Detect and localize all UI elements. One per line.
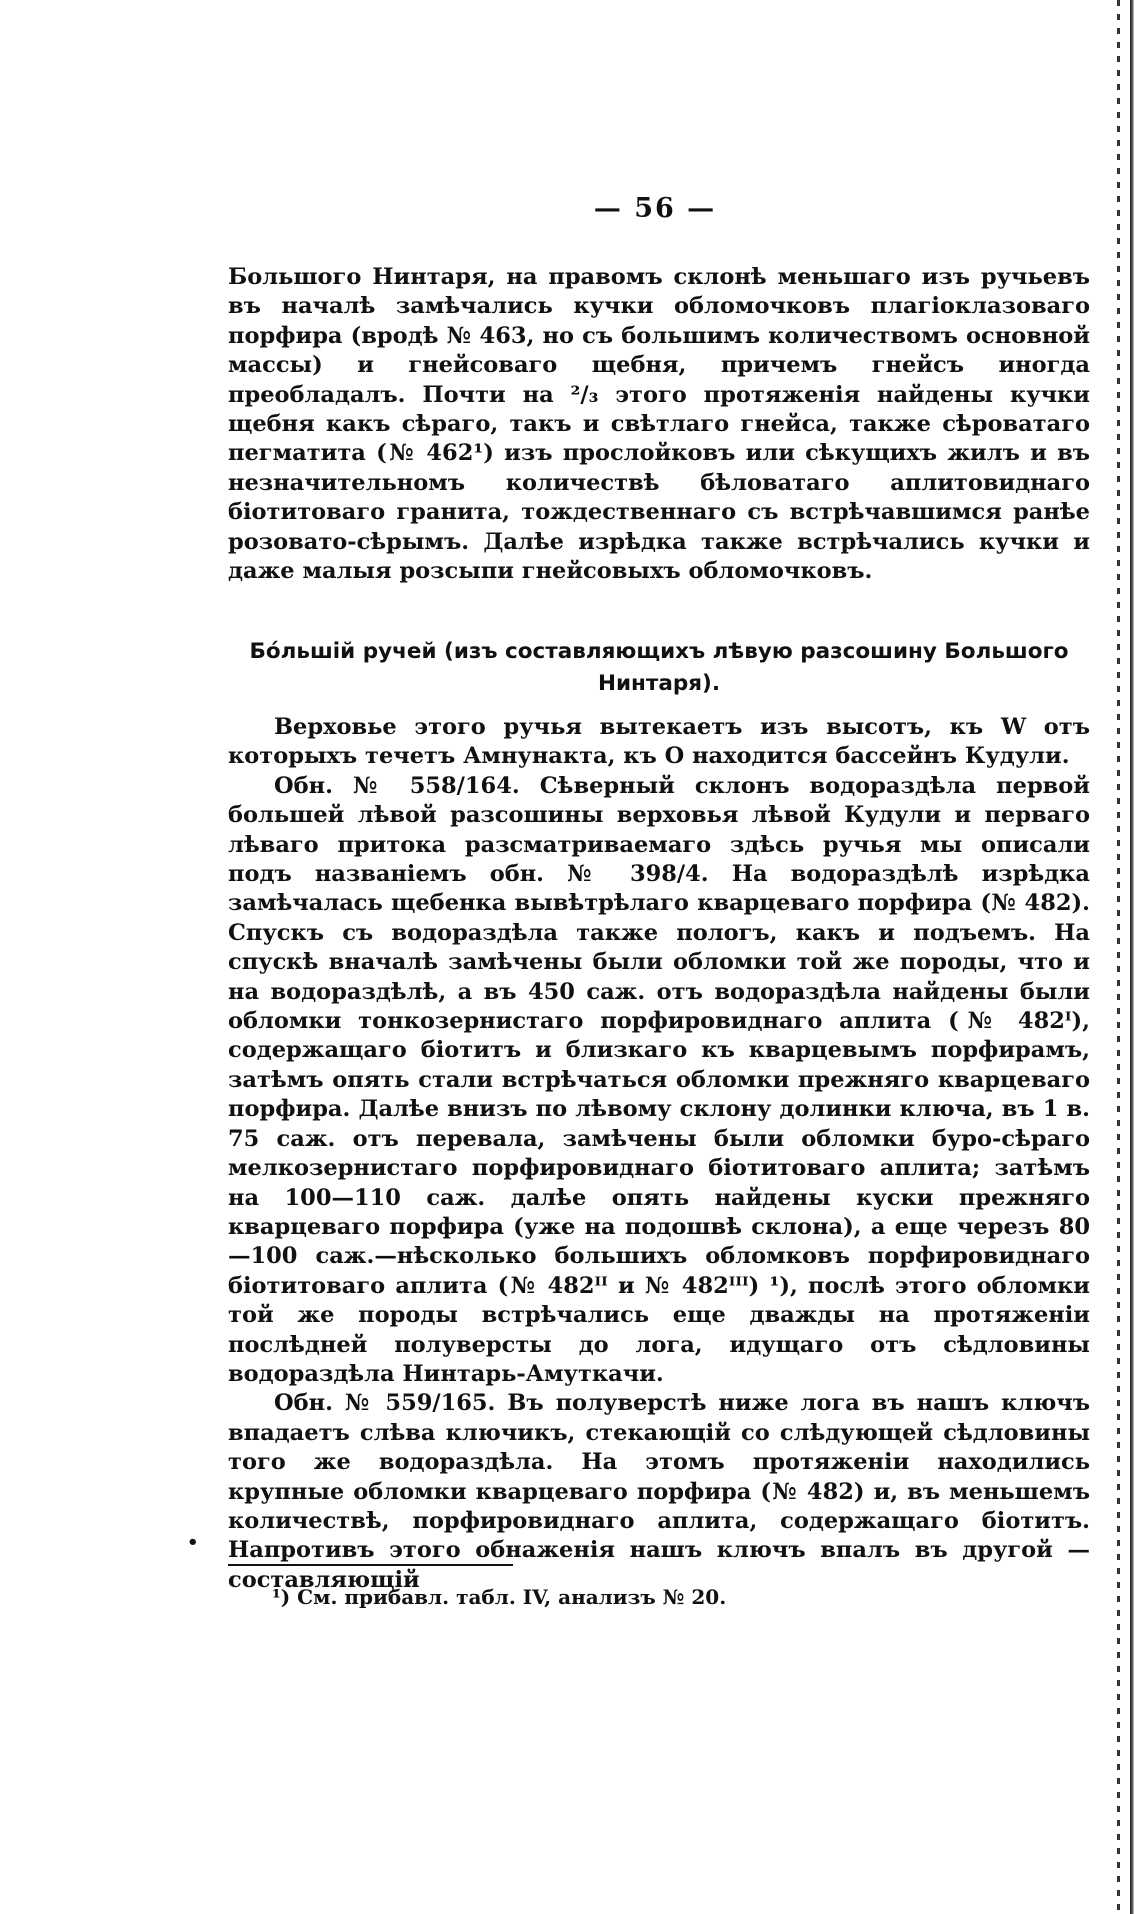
section-body	[228, 713, 1090, 1595]
paragraph-3: Обн. № 558/164. Сѣверный склонъ водораздѣла первой большей лѣвой разсошины верховья лѣвой Кудули и перваго лѣваго притока разсматриваемаго здѣсь ручья мы описали подъ названіемъ обн. № 398/4. На водораздѣлѣ изрѣдка замѣчалась щебенка вывѣтрѣлаго кварцеваго порфира (№ 482). Спускъ съ водораздѣла также пологъ, какъ и подъемъ. На спускѣ вначалѣ замѣчены были обломки той же породы, что и на водораздѣлѣ, а въ 450 саж. отъ водораздѣла найдены были обломки тонкозернистаго порфировиднаго аплита (№ 482ᴵ), содержащаго біотитъ и близкаго къ кварцевымъ порфирамъ, затѣмъ опять стали встрѣчаться обломки прежняго кварцеваго порфира. Далѣе внизъ по лѣвому склону долинки ключа, въ 1 в. 75 саж. отъ перевала, замѣчены были обломки буро-сѣраго мелкозернистаго порфировиднаго біотитоваго аплита; затѣмъ на 100—110 саж. далѣе опять найдены куски прежняго кварцеваго порфира (уже на подошвѣ склона), а еще черезъ 80—100 саж.—нѣсколько большихъ обломковъ порфировиднаго біотитоваго аплита (№ 482ᴵᴵ и № 482ᴵᴵᴵ) ¹), послѣ этого обломки той же породы встрѣчались еще дважды на протяженіи послѣдней полуверсты до лога, идущаго отъ сѣдловины водораздѣла Нинтарь-Амуткачи.	[228, 772, 1090, 1387]
footnote: ¹) См. прибавл. табл. IV, анализъ № 20.	[272, 1585, 727, 1609]
paragraph-1: Большого Нинтаря, на правомъ склонѣ меньшаго изъ ручьевъ въ началѣ замѣчались кучки обломочковъ плагіоклазоваго порфира (вродѣ № 463, но съ большимъ количествомъ основной массы) и гнейсоваго щебня, причемъ гнейсъ иногда преобладалъ. Почти на ²/₃ этого протяженія найдены кучки щебня какъ сѣраго, такъ и свѣтлаго гнейса, также сѣроватаго пегматита (№ 462¹) изъ прослойковъ или сѣкущихъ жилъ и въ незначительномъ количествѣ бѣловатаго аплитовиднаго біотитоваго гранита, тождественнаго съ встрѣчавшимся ранѣе розовато-сѣрымъ. Далѣе изрѣдка также встрѣчались кучки и даже малыя розсыпи гнейсовыхъ обломочковъ.	[228, 264, 1090, 585]
section-heading: Бóльшій ручей (изъ составляющихъ лѣвую разсошину Большого Нинтаря).	[249, 639, 1069, 696]
page-number: — 56 —	[593, 193, 717, 224]
page-edge-binding	[1130, 0, 1134, 1914]
page-edge-shadow	[1117, 0, 1120, 1914]
paragraph-4: Обн. № 559/165. Въ полуверстѣ ниже лога въ нашъ ключъ впадаетъ слѣва ключикъ, стекающій со слѣдующей сѣдловины того же водораздѣла. На этомъ протяженіи находились крупные обломки кварцеваго порфира (№ 482) и, въ меньшемъ количествѣ, порфировиднаго аплита, содержащаго біотитъ. Напротивъ этого обнаженія нашъ ключъ впалъ въ другой — составляющій	[228, 1390, 1090, 1593]
footnote-separator	[228, 1564, 513, 1566]
paragraph-continued	[228, 263, 1090, 586]
margin-mark: •	[187, 1532, 199, 1553]
paragraph-2: Верховье этого ручья вытекаетъ изъ высотъ, къ W отъ которыхъ течетъ Амнунакта, къ О находится бассейнъ Кудули.	[228, 714, 1090, 770]
